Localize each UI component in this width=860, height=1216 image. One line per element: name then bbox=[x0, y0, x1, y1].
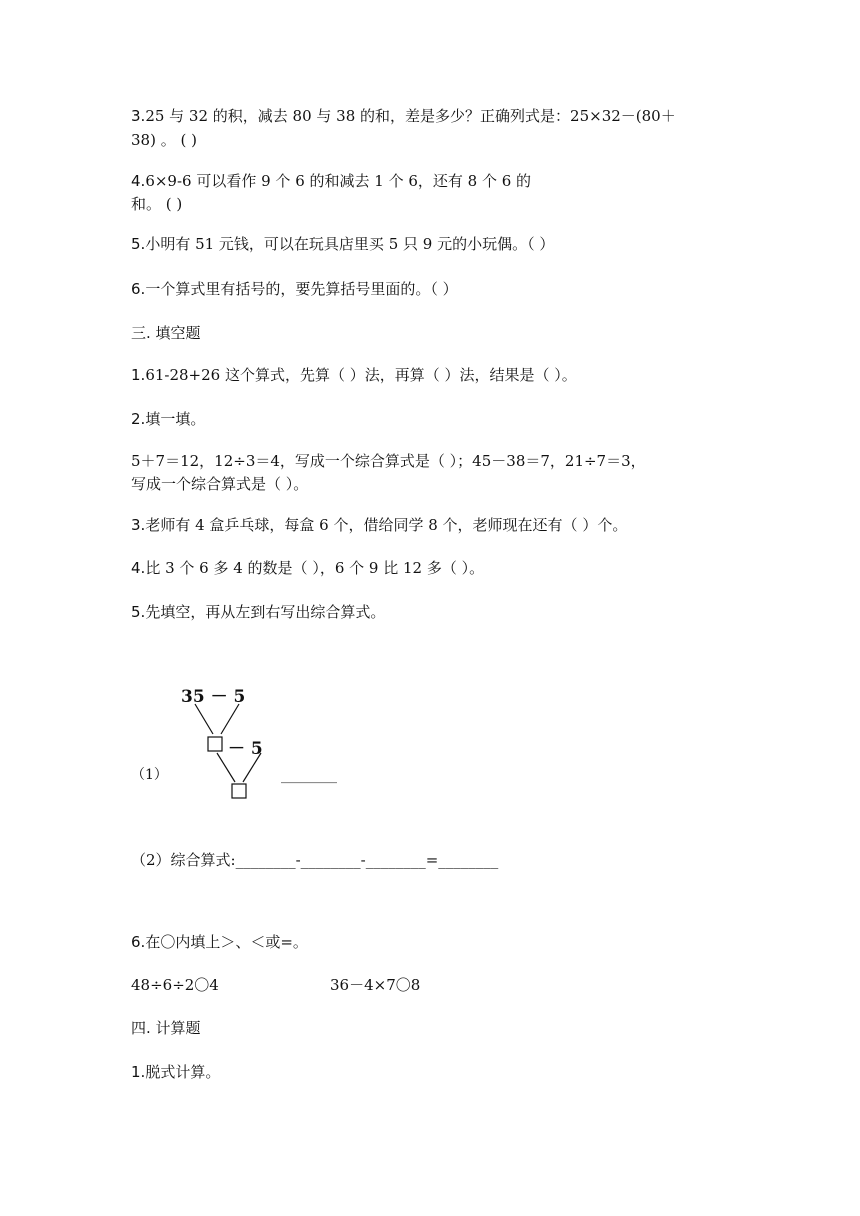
fill-q6-text: 在〇内填上＞、＜或=。 bbox=[145, 933, 308, 951]
tree-box-bottom bbox=[232, 784, 246, 798]
judge-q4-line1 bbox=[131, 170, 531, 192]
fill-q2-line2: 写成一个综合算式是（ ）。 bbox=[131, 475, 309, 493]
tree-part1-label: （1） bbox=[131, 767, 168, 783]
tree-diagram-lines bbox=[131, 680, 431, 810]
judge-q3-text: 25 与 32 的积，减去 80 与 38 的和，差是多少？正确列式是：25×32－(80＋ bbox=[145, 107, 676, 125]
fill-q5-number: 5. bbox=[131, 603, 146, 621]
judge-q5 bbox=[131, 233, 554, 255]
judge-q5-text: 小明有 51 元钱，可以在玩具店里买 5 只 9 元的小玩偶。（ ） bbox=[145, 235, 555, 253]
fill-q3 bbox=[131, 514, 627, 536]
section3-title: 三. 填空题 bbox=[131, 324, 201, 342]
judge-q3-line1 bbox=[131, 105, 676, 127]
fill-q5-part2: （2）综合算式:________-________-________=________ bbox=[131, 851, 499, 869]
tree-middle-expression: － 5 bbox=[228, 739, 263, 759]
fill-q6-expr2: 36－4×7〇8 bbox=[330, 976, 421, 994]
fill-q1-number: 1. bbox=[131, 366, 146, 384]
calc-q1-text: 脱式计算。 bbox=[145, 1063, 221, 1081]
fill-q6-number: 6. bbox=[131, 933, 146, 951]
calc-q1 bbox=[131, 1061, 220, 1083]
judge-q5-number: 5. bbox=[131, 235, 146, 253]
fill-q5 bbox=[131, 601, 385, 623]
fill-q4-number: 4. bbox=[131, 559, 146, 577]
judge-q4-line2: 和。 ( ) bbox=[131, 195, 183, 213]
fill-q2-line1: 5＋7＝12，12÷3＝4，写成一个综合算式是（ ）；45－38＝7，21÷7＝3， bbox=[131, 452, 646, 470]
section4-title: 四. 计算题 bbox=[131, 1019, 201, 1037]
calc-q1-number: 1. bbox=[131, 1063, 146, 1081]
tree-line-right-top bbox=[221, 704, 239, 734]
fill-q2-number: 2. bbox=[131, 410, 146, 428]
judge-q6-number: 6. bbox=[131, 280, 146, 298]
fill-q3-text: 老师有 4 盒乒乓球，每盒 6 个，借给同学 8 个，老师现在还有（ ）个。 bbox=[145, 516, 628, 534]
fill-q6 bbox=[131, 931, 308, 953]
fill-q4 bbox=[131, 557, 484, 579]
judge-q4-text: 6×9-6 可以看作 9 个 6 的和减去 1 个 6，还有 8 个 6 的 bbox=[145, 172, 532, 190]
judge-q6-text: 一个算式里有括号的，要先算括号里面的。（ ） bbox=[145, 280, 458, 298]
judge-q6 bbox=[131, 278, 458, 300]
fill-q4-text: 比 3 个 6 多 4 的数是（ ），6 个 9 比 12 多（ ）。 bbox=[145, 559, 485, 577]
fill-q1 bbox=[131, 364, 577, 386]
fill-q1-text: 61-28+26 这个算式，先算（ ）法，再算（ ）法，结果是（ ）。 bbox=[145, 366, 577, 384]
judge-q3-line2: 38) 。 ( ) bbox=[131, 131, 197, 149]
fill-q3-number: 3. bbox=[131, 516, 146, 534]
fill-q2-text: 填一填。 bbox=[145, 410, 206, 428]
fill-q2 bbox=[131, 408, 205, 430]
tree-diagram bbox=[131, 680, 431, 810]
judge-q4-number: 4. bbox=[131, 172, 146, 190]
fill-q5-text: 先填空，再从左到右写出综合算式。 bbox=[145, 603, 386, 621]
tree-line-left-top bbox=[195, 704, 213, 734]
tree-top-expression: 35 － 5 bbox=[181, 687, 246, 707]
fill-q6-expr1: 48÷6÷2〇4 bbox=[131, 976, 219, 994]
tree-box-middle bbox=[208, 737, 222, 751]
judge-q3-number: 3. bbox=[131, 107, 146, 125]
tree-part1-blank: ________ bbox=[281, 768, 337, 784]
